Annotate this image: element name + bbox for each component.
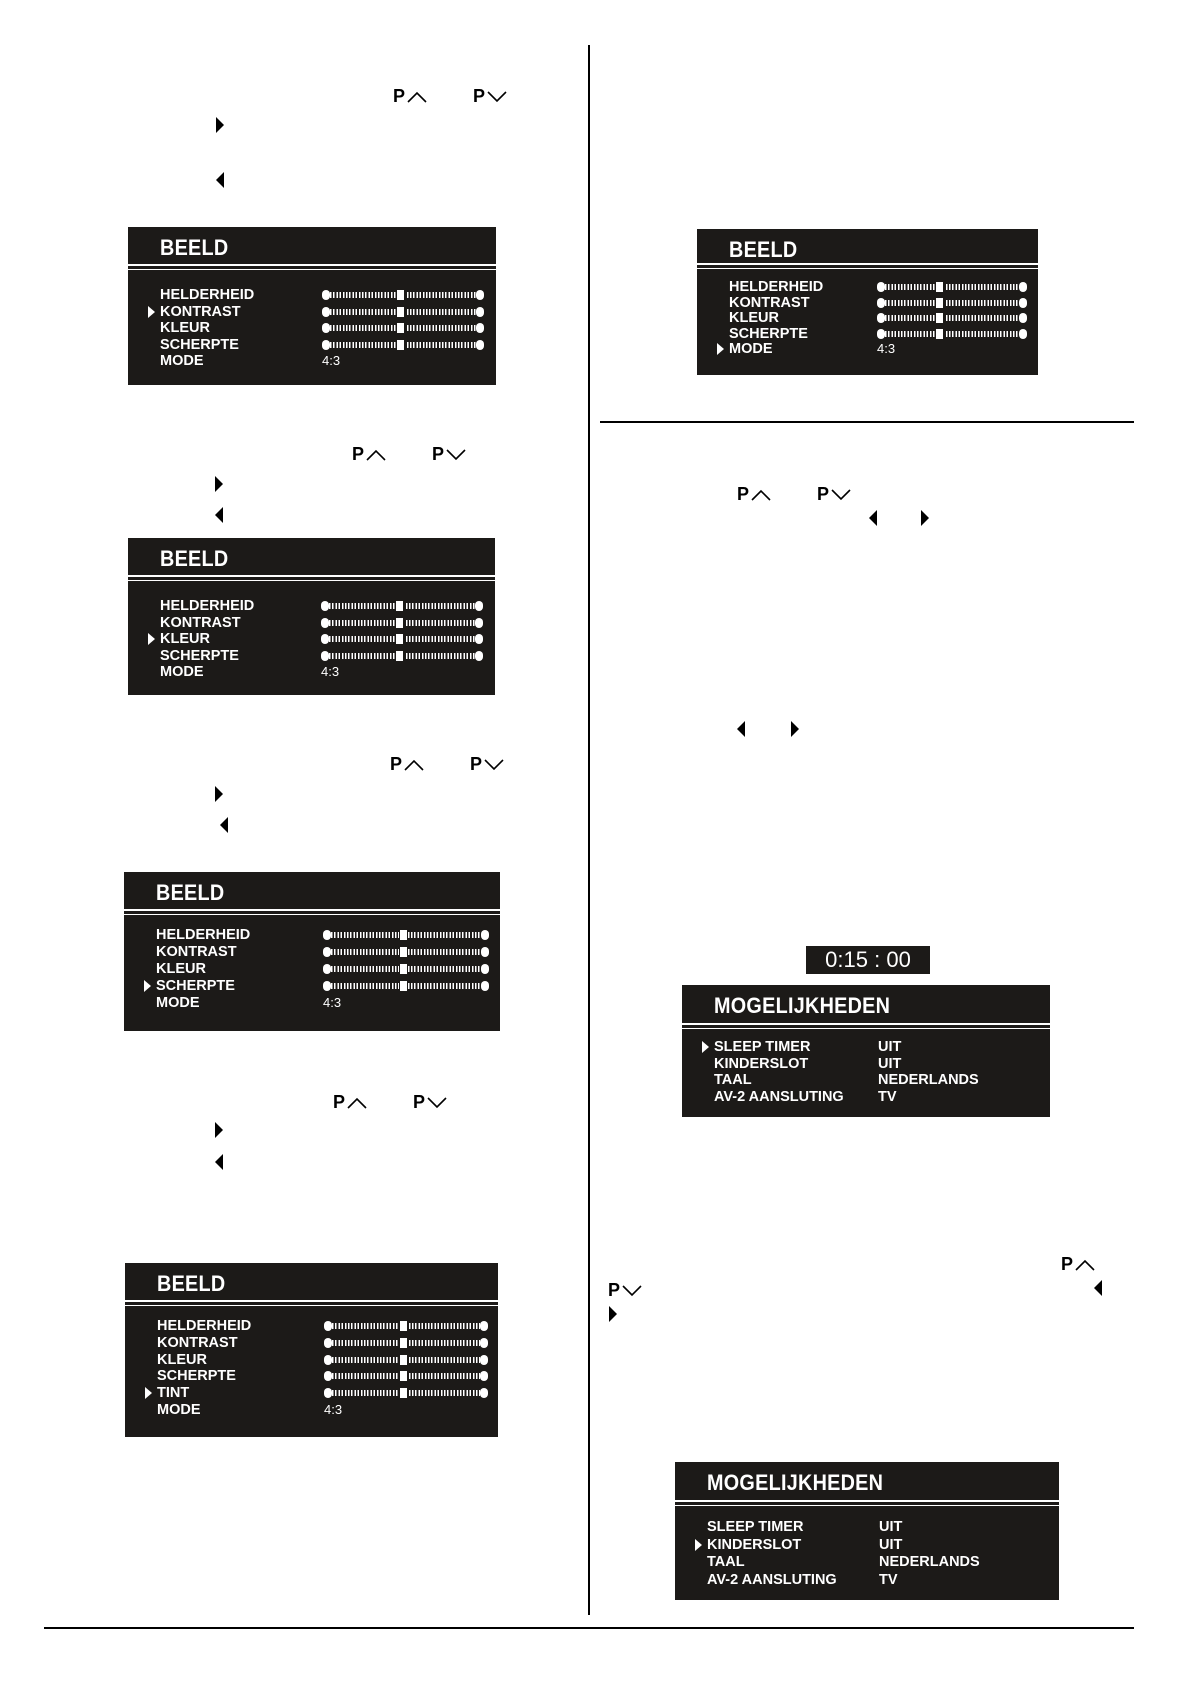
menu-item-label: MODE (160, 664, 204, 680)
p-down-key (817, 484, 851, 505)
menu-separator (697, 263, 1038, 265)
menu-title: BEELD (156, 880, 225, 905)
slider-track (885, 284, 1019, 290)
slider-plus-icon (475, 634, 483, 644)
p-down-key (608, 1280, 642, 1301)
beeld-menu-5 (697, 229, 1038, 375)
menu-item-value: 4:3 (323, 995, 342, 1010)
slider-minus-icon (324, 1388, 332, 1398)
beeld-menu-3 (124, 872, 500, 1031)
menu-item-label: SCHERPTE (160, 336, 239, 353)
slider-knob (395, 633, 404, 645)
slider-minus-icon (324, 1321, 332, 1331)
menu-item-label: KONTRAST (157, 1334, 238, 1351)
menu-item-label: KONTRAST (729, 294, 810, 311)
menu-item-value: TV (879, 1571, 898, 1588)
slider-knob (399, 1354, 408, 1366)
slider-plus-icon (480, 1388, 488, 1398)
menu-separator (128, 264, 496, 266)
arrow-left-icon (737, 721, 745, 737)
menu-item-value: NEDERLANDS (879, 1554, 980, 1570)
slider-knob (935, 297, 944, 309)
section-divider (600, 421, 1134, 423)
p-up-key (333, 1092, 367, 1113)
menu-item-label: AV-2 AANSLUTING (707, 1571, 837, 1588)
level-slider (321, 633, 483, 645)
level-slider (324, 1337, 488, 1349)
slider-knob (399, 1320, 408, 1332)
slider-minus-icon (877, 329, 885, 339)
slider-minus-icon (321, 634, 329, 644)
menu-title: BEELD (729, 237, 798, 262)
selection-cursor-icon (717, 343, 724, 355)
slider-minus-icon (877, 313, 885, 323)
slider-knob (396, 322, 405, 334)
slider-minus-icon (321, 601, 329, 611)
menu-item-label: MODE (156, 995, 200, 1011)
arrow-left-icon (216, 172, 224, 188)
slider-minus-icon (323, 981, 331, 991)
arrow-right-icon (921, 510, 929, 526)
slider-plus-icon (1019, 313, 1027, 323)
p-up-key (390, 754, 424, 775)
slider-minus-icon (322, 290, 330, 300)
slider-knob (396, 289, 405, 301)
menu-item-label: MODE (729, 341, 773, 357)
level-slider (324, 1370, 488, 1382)
arrow-right-icon (609, 1306, 617, 1322)
menu-separator (128, 269, 496, 270)
menu-separator (128, 580, 495, 581)
p-up-key-label: P (737, 484, 750, 504)
menu-item-label: KLEUR (729, 310, 779, 326)
slider-plus-icon (481, 930, 489, 940)
menu-item-label: HELDERHEID (729, 279, 824, 295)
menu-item-label: KLEUR (156, 961, 206, 977)
slider-plus-icon (476, 307, 484, 317)
menu-item-value: UIT (879, 1536, 903, 1553)
slider-minus-icon (323, 964, 331, 974)
opties-menu-1 (682, 985, 1050, 1117)
menu-item-label: TAAL (707, 1554, 745, 1570)
level-slider (877, 281, 1027, 293)
beeld-menu-2 (128, 538, 495, 695)
menu-item-label: MODE (160, 353, 204, 369)
level-slider (324, 1354, 488, 1366)
slider-plus-icon (476, 290, 484, 300)
slider-minus-icon (322, 323, 330, 333)
footer-rule (44, 1627, 1134, 1629)
slider-minus-icon (321, 618, 329, 628)
p-down-key-label: P (413, 1092, 426, 1112)
slider-knob (395, 650, 404, 662)
slider-plus-icon (480, 1371, 488, 1381)
menu-separator (675, 1500, 1059, 1502)
p-up-key (352, 444, 386, 465)
menu-separator (124, 914, 500, 915)
menu-item-value: 4:3 (324, 1402, 343, 1417)
slider-knob (395, 617, 404, 629)
slider-minus-icon (322, 307, 330, 317)
level-slider (323, 980, 489, 992)
selection-cursor-icon (148, 306, 155, 318)
menu-item-label: TAAL (714, 1072, 752, 1088)
arrow-right-icon (791, 721, 799, 737)
level-slider (322, 322, 484, 334)
slider-minus-icon (324, 1371, 332, 1381)
level-slider (322, 339, 484, 351)
level-slider (321, 600, 483, 612)
slider-knob (399, 1370, 408, 1382)
arrow-right-icon (216, 117, 224, 133)
menu-item-label: TINT (157, 1385, 190, 1402)
menu-item-label: SLEEP TIMER (714, 1039, 811, 1055)
menu-item-value: 4:3 (321, 664, 340, 679)
level-slider (877, 297, 1027, 309)
slider-plus-icon (480, 1355, 488, 1365)
slider-knob (399, 1387, 408, 1399)
slider-track (885, 315, 1019, 321)
level-slider (877, 312, 1027, 324)
menu-item-label: HELDERHEID (160, 598, 255, 614)
menu-item-label: KLEUR (157, 1351, 207, 1368)
slider-plus-icon (476, 340, 484, 350)
slider-knob (399, 1337, 408, 1349)
selection-cursor-icon (695, 1539, 702, 1551)
p-down-key (473, 86, 507, 107)
menu-item-value: NEDERLANDS (878, 1072, 979, 1088)
menu-item-label: HELDERHEID (156, 927, 251, 943)
menu-title: BEELD (160, 546, 229, 571)
slider-minus-icon (877, 298, 885, 308)
p-up-key-label: P (333, 1092, 346, 1112)
menu-item-label: KONTRAST (156, 944, 237, 960)
p-up-key (737, 484, 771, 505)
slider-knob (935, 328, 944, 340)
slider-knob (399, 946, 408, 958)
slider-plus-icon (481, 964, 489, 974)
p-up-key-label: P (393, 86, 406, 106)
slider-track (885, 331, 1019, 337)
slider-minus-icon (321, 651, 329, 661)
p-down-key-label: P (432, 444, 445, 464)
beeld-menu-1 (128, 227, 496, 385)
menu-item-value: 4:3 (877, 341, 896, 356)
arrow-left-icon (215, 507, 223, 523)
slider-knob (396, 339, 405, 351)
slider-plus-icon (480, 1321, 488, 1331)
menu-separator (682, 1023, 1050, 1025)
p-down-key-label: P (608, 1280, 621, 1300)
slider-minus-icon (323, 930, 331, 940)
selection-cursor-icon (702, 1041, 709, 1053)
level-slider (323, 929, 489, 941)
slider-knob (399, 980, 408, 992)
menu-separator (125, 1300, 498, 1302)
beeld-menu-4 (125, 1263, 498, 1437)
slider-minus-icon (324, 1338, 332, 1348)
menu-item-value: UIT (878, 1055, 902, 1072)
menu-item-label: KONTRAST (160, 614, 241, 631)
menu-title: BEELD (157, 1271, 226, 1296)
menu-separator (675, 1505, 1059, 1506)
level-slider (321, 650, 483, 662)
slider-plus-icon (1019, 298, 1027, 308)
menu-item-label: KINDERSLOT (714, 1055, 809, 1072)
p-down-key (432, 444, 466, 465)
p-down-key-label: P (817, 484, 830, 504)
menu-item-label: MODE (157, 1402, 201, 1418)
menu-separator (128, 575, 495, 577)
menu-item-label: KINDERSLOT (707, 1536, 802, 1553)
selection-cursor-icon (144, 980, 151, 992)
slider-knob (396, 306, 405, 318)
level-slider (322, 289, 484, 301)
menu-separator (682, 1028, 1050, 1029)
p-up-key-label: P (352, 444, 365, 464)
slider-knob (399, 929, 408, 941)
menu-item-label: SCHERPTE (160, 647, 239, 664)
selection-cursor-icon (145, 1387, 152, 1399)
p-up-key (393, 86, 427, 107)
p-up-key (1061, 1254, 1095, 1275)
slider-knob (935, 312, 944, 324)
slider-minus-icon (322, 340, 330, 350)
level-slider (877, 328, 1027, 340)
menu-item-label: SCHERPTE (157, 1368, 236, 1385)
menu-title: MOGELIJKHEDEN (714, 993, 891, 1018)
menu-item-value: TV (878, 1088, 897, 1105)
menu-item-label: AV-2 AANSLUTING (714, 1088, 844, 1105)
menu-item-value: 4:3 (322, 353, 341, 368)
menu-item-value: UIT (879, 1519, 903, 1535)
slider-minus-icon (324, 1355, 332, 1365)
p-up-key-label: P (1061, 1254, 1074, 1274)
menu-separator (125, 1305, 498, 1306)
arrow-right-icon (215, 476, 223, 492)
slider-plus-icon (480, 1338, 488, 1348)
level-slider (322, 306, 484, 318)
slider-minus-icon (323, 947, 331, 957)
level-slider (321, 617, 483, 629)
slider-knob (395, 600, 404, 612)
column-divider (588, 45, 590, 1615)
p-up-key-label: P (390, 754, 403, 774)
menu-item-label: KLEUR (160, 320, 210, 336)
arrow-left-icon (869, 510, 877, 526)
p-down-key-label: P (473, 86, 486, 106)
level-slider (323, 946, 489, 958)
slider-plus-icon (1019, 329, 1027, 339)
menu-title: BEELD (160, 235, 229, 260)
arrow-right-icon (215, 786, 223, 802)
slider-plus-icon (481, 947, 489, 957)
menu-item-value: UIT (878, 1039, 902, 1055)
slider-knob (935, 281, 944, 293)
slider-plus-icon (475, 618, 483, 628)
menu-title: MOGELIJKHEDEN (707, 1470, 884, 1495)
arrow-left-icon (215, 1154, 223, 1170)
menu-item-label: KONTRAST (160, 303, 241, 320)
slider-track (885, 300, 1019, 306)
menu-separator (697, 268, 1038, 269)
menu-item-label: SCHERPTE (156, 978, 235, 994)
arrow-left-icon (1094, 1280, 1102, 1296)
p-down-key-label: P (470, 754, 483, 774)
slider-plus-icon (476, 323, 484, 333)
p-down-key (413, 1092, 447, 1113)
slider-plus-icon (475, 651, 483, 661)
sleep-timer-display: 0:15 : 00 (806, 946, 930, 974)
arrow-left-icon (220, 817, 228, 833)
level-slider (323, 963, 489, 975)
menu-separator (124, 909, 500, 911)
menu-item-label: SCHERPTE (729, 325, 808, 342)
selection-cursor-icon (148, 633, 155, 645)
slider-plus-icon (475, 601, 483, 611)
menu-item-label: KLEUR (160, 631, 210, 647)
menu-item-label: HELDERHEID (160, 287, 255, 303)
slider-plus-icon (1019, 282, 1027, 292)
level-slider (324, 1387, 488, 1399)
slider-plus-icon (481, 981, 489, 991)
menu-item-label: HELDERHEID (157, 1318, 252, 1334)
level-slider (324, 1320, 488, 1332)
opties-menu-2 (675, 1462, 1059, 1600)
menu-item-label: SLEEP TIMER (707, 1519, 804, 1535)
p-down-key (470, 754, 504, 775)
slider-minus-icon (877, 282, 885, 292)
arrow-right-icon (215, 1122, 223, 1138)
slider-knob (399, 963, 408, 975)
